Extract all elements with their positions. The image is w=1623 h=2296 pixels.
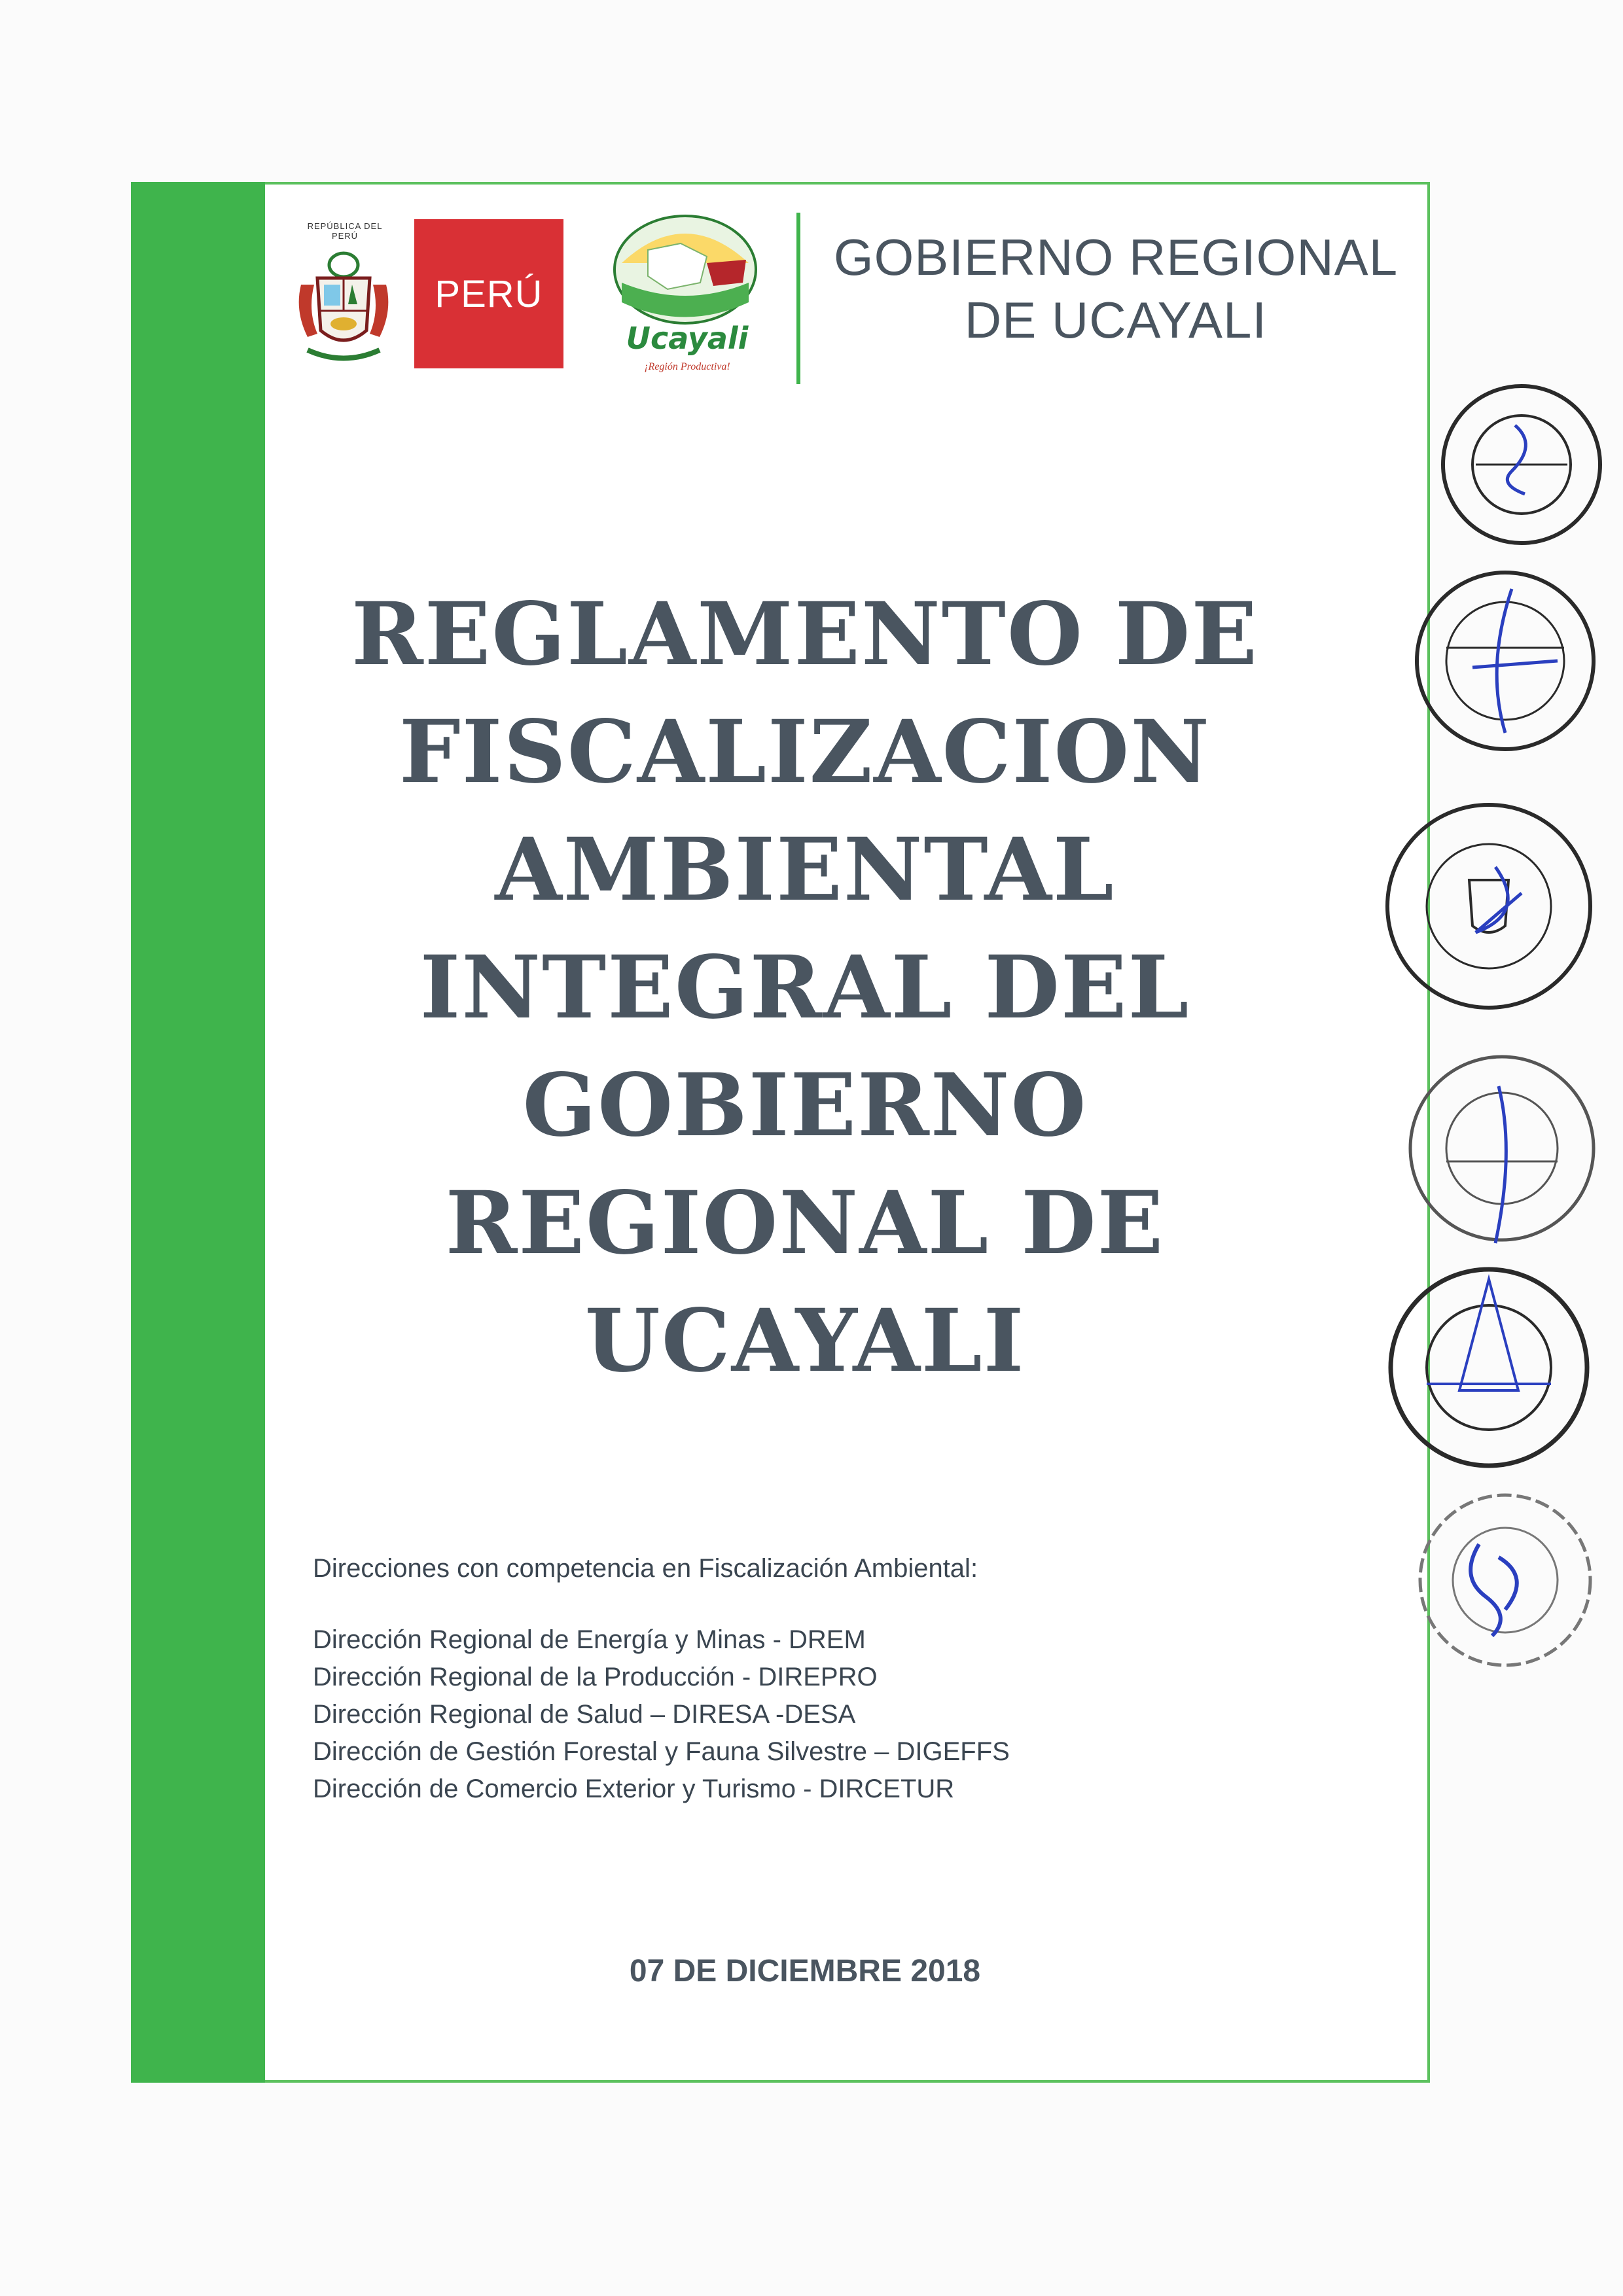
document-title-line: REGIONAL DE [445,1173,1165,1274]
document-title-line: UCAYALI [584,1290,1026,1392]
directions-section [313,1554,1242,1808]
coat-of-arms-caption: REPÚBLICA DEL PERÚ [307,221,383,241]
ucayali-logo-tagline: ¡Región Productiva! [644,361,730,372]
digeffs-approval-stamp-icon [1407,563,1603,759]
green-side-bar [131,182,265,2083]
document-title [275,576,1335,1400]
peru-coat-of-arms-icon [288,219,399,370]
government-title-line2: DE UCAYALI [964,291,1268,349]
drem-approval-stamp-icon [1433,373,1610,556]
directions-heading: Direcciones con competencia en Fiscalización Ambiental: [313,1554,978,1583]
direpro-approval-stamp-icon [1378,795,1600,1017]
government-title [808,226,1423,351]
ucayali-logo-name: Ucayali [626,321,749,356]
direction-item: Dirección Regional de la Producción - DIREPRO [313,1663,878,1691]
government-title-line1: GOBIERNO REGIONAL [833,228,1399,286]
direction-item: Dirección Regional de Energía y Minas - DREM [313,1625,866,1654]
document-title-line: REGLAMENTO DE [351,584,1258,685]
diresa-approval-stamp-icon [1400,1047,1603,1250]
document-title-line: AMBIENTAL [495,819,1115,921]
header-divider [796,213,800,384]
direction-item: Dirección Regional de Salud – DIRESA -DESA [313,1700,856,1729]
document-date: 07 DE DICIEMBRE 2018 [629,1954,981,1988]
document-title-line: FISCALIZACION [399,701,1211,803]
document-title-line: INTEGRAL DEL [419,937,1190,1038]
direction-item: Dirección de Gestión Forestal y Fauna Silvestre – DIGEFFS [313,1737,1010,1766]
direction-item: Dirección de Comercio Exterior y Turismo - DIRCETUR [313,1775,955,1803]
document-title-line: GOBIERNO [522,1055,1088,1156]
peru-logo: PERÚ [414,219,563,368]
dircetur-approval-stamp-icon [1381,1260,1597,1475]
environmental-management-stamp-icon [1407,1485,1603,1675]
